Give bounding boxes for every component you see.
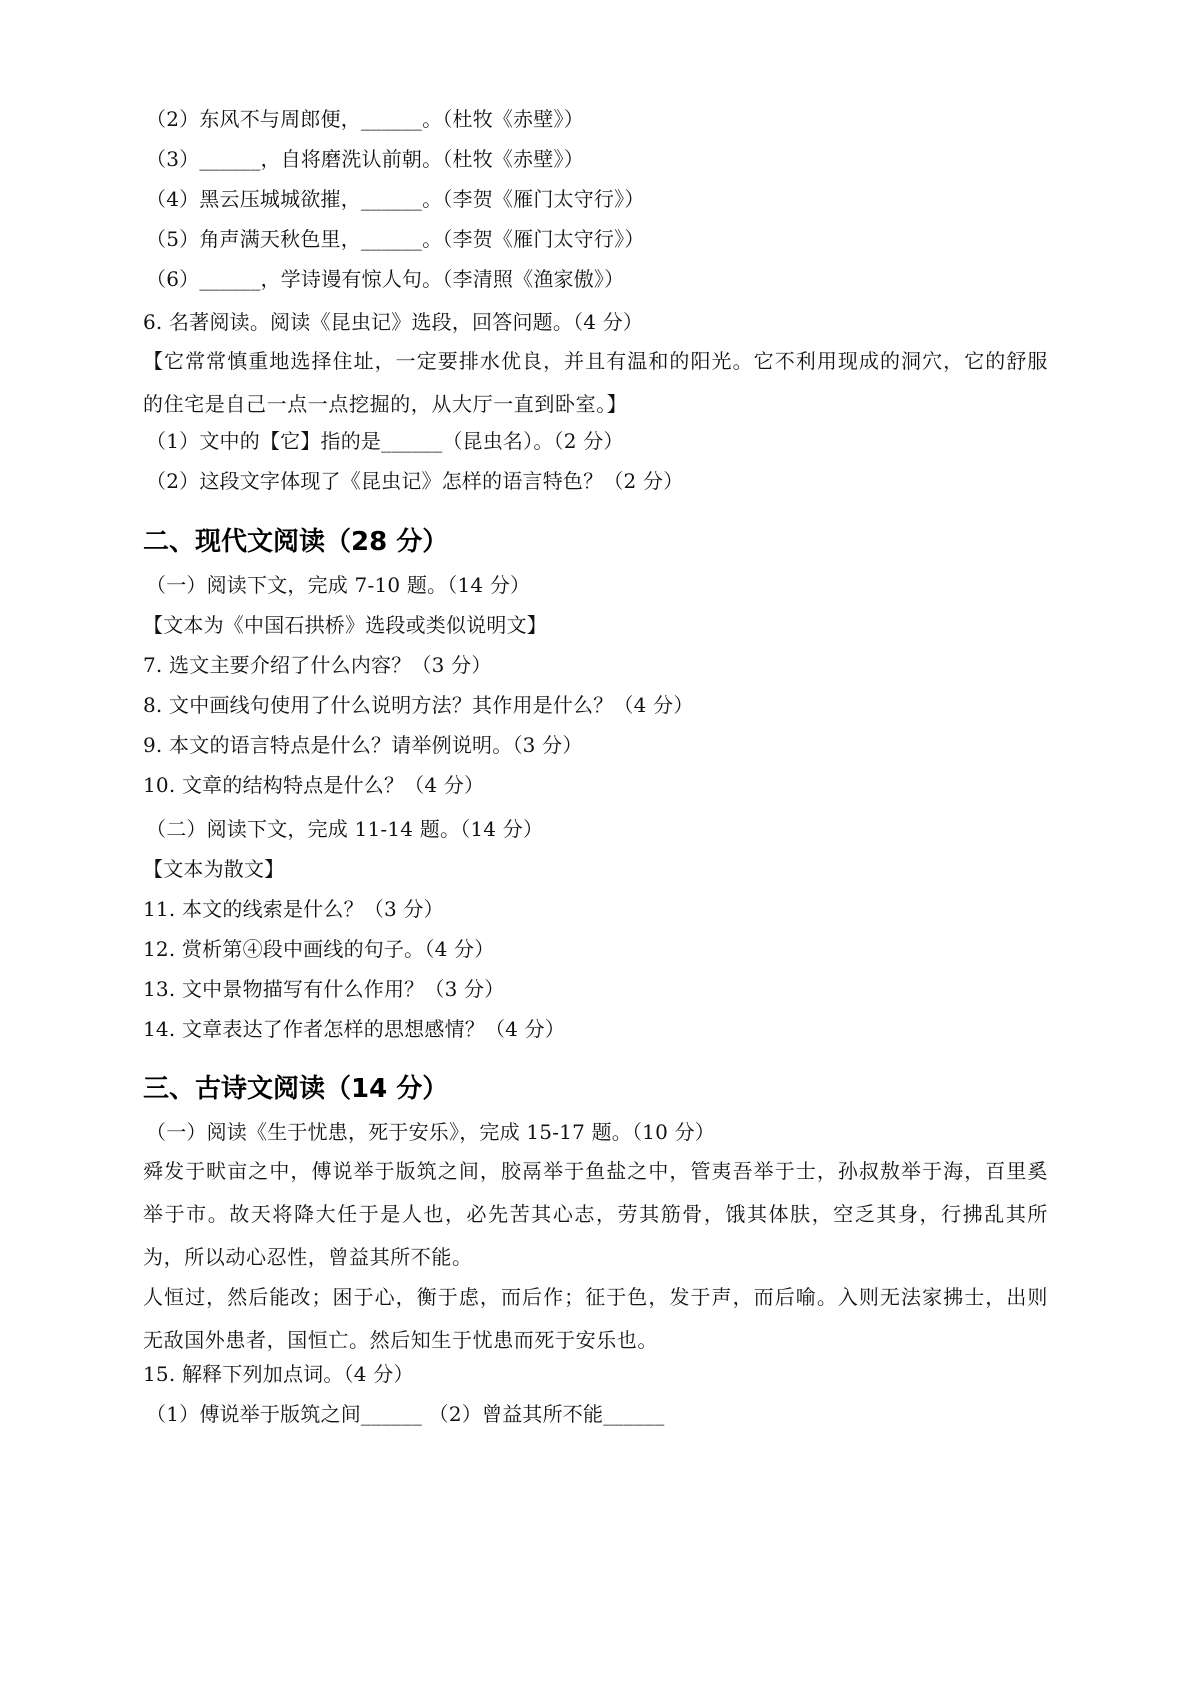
- question-6-sub-1: （1）文中的【它】指的是______（昆虫名）。（2 分）: [146, 429, 624, 453]
- question-14: 14. 文章表达了作者怎样的思想感情？（4 分）: [143, 1017, 566, 1041]
- section-2-part-1-title: （一）阅读下文，完成 7-10 题。（14 分）: [146, 573, 531, 597]
- question-12: 12. 赏析第④段中画线的句子。（4 分）: [143, 937, 495, 961]
- poem-item-4: （4）黑云压城城欲摧，______。（李贺《雁门太守行》）: [146, 187, 645, 211]
- poem-item-2: （2）东风不与周郎便，______。（杜牧《赤壁》）: [146, 107, 584, 131]
- question-15-title: 15. 解释下列加点词。（4 分）: [143, 1362, 414, 1386]
- question-6-title: 6. 名著阅读。阅读《昆虫记》选段，回答问题。（4 分）: [143, 310, 644, 334]
- question-6-sub-2: （2）这段文字体现了《昆虫记》怎样的语言特色？（2 分）: [146, 469, 684, 493]
- section-2-part-2-title: （二）阅读下文，完成 11-14 题。（14 分）: [146, 817, 544, 841]
- question-15-items: （1）傅说举于版筑之间______ （2）曾益其所不能______: [146, 1402, 665, 1426]
- question-7: 7. 选文主要介绍了什么内容？（3 分）: [143, 653, 492, 677]
- classical-passage-paragraph-1: 舜发于畎亩之中，傅说举于版筑之间，胶鬲举于鱼盐之中，管夷吾举于士，孙叔敖举于海，百里奚举于市。故天将降大任于是人也，必先苦其心志，劳其筋骨，饿其体肤，空乏其身，行拂乱其所为，所以动心忍性，曾益其所不能。: [143, 1159, 1048, 1269]
- section-3-part-1-title: （一）阅读《生于忧患，死于安乐》，完成 15-17 题。（10 分）: [146, 1120, 715, 1144]
- question-13: 13. 文中景物描写有什么作用？（3 分）: [143, 977, 505, 1001]
- section-2-heading: 二、现代文阅读（28 分）: [143, 527, 449, 557]
- question-8: 8. 文中画线句使用了什么说明方法？其作用是什么？（4 分）: [143, 693, 694, 717]
- poem-item-3: （3）______，自将磨洗认前朝。（杜牧《赤壁》）: [146, 147, 584, 171]
- question-9: 9. 本文的语言特点是什么？请举例说明。（3 分）: [143, 733, 583, 757]
- poem-item-5: （5）角声满天秋色里，______。（李贺《雁门太守行》）: [146, 227, 645, 251]
- section-2-part-1-text-note: 【文本为《中国石拱桥》选段或类似说明文】: [143, 613, 547, 637]
- question-6-excerpt: 【它常常慎重地选择住址，一定要排水优良，并且有温和的阳光。它不利用现成的洞穴，它的舒服的住宅是自己一点一点挖掘的，从大厅一直到卧室。】: [143, 349, 1048, 416]
- question-10: 10. 文章的结构特点是什么？（4 分）: [143, 773, 485, 797]
- classical-passage-paragraph-2: 人恒过，然后能改；困于心，衡于虑，而后作；征于色，发于声，而后喻。入则无法家拂士，出则无敌国外患者，国恒亡。然后知生于忧患而死于安乐也。: [143, 1285, 1048, 1352]
- poem-item-6: （6）______，学诗谩有惊人句。（李清照《渔家傲》）: [146, 267, 625, 291]
- question-11: 11. 本文的线索是什么？（3 分）: [143, 897, 444, 921]
- section-2-part-2-text-note: 【文本为散文】: [143, 857, 285, 881]
- section-3-heading: 三、古诗文阅读（14 分）: [143, 1074, 449, 1104]
